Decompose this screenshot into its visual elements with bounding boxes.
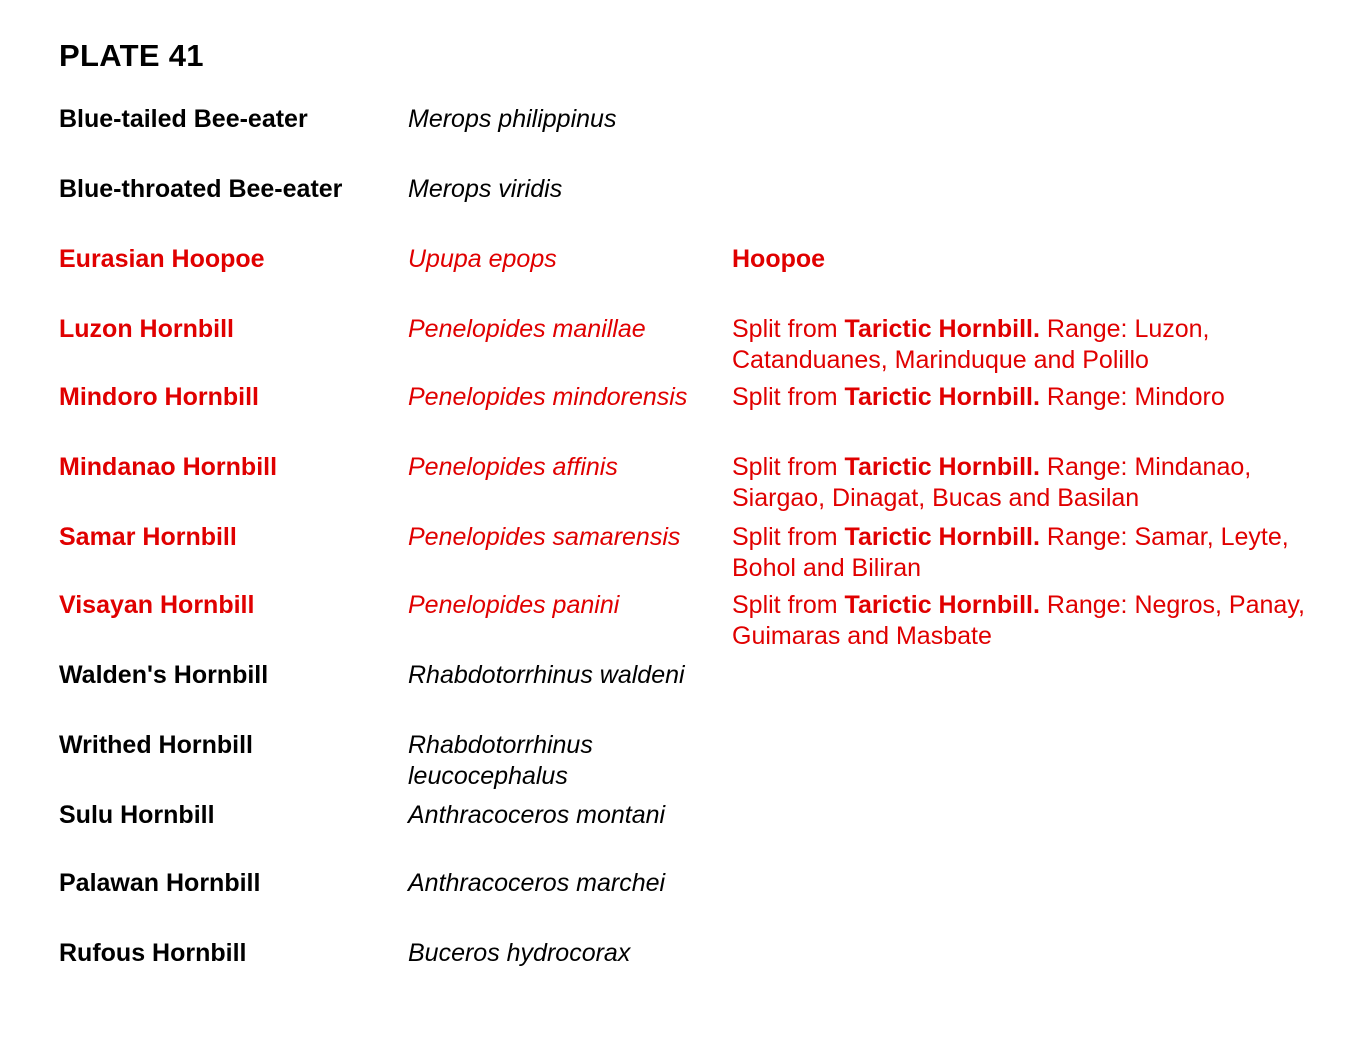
- common-name: Writhed Hornbill: [59, 731, 253, 759]
- scientific-name: Rhabdotorrhinus leucocephalus: [408, 731, 593, 790]
- plate-title: PLATE 41: [59, 38, 204, 73]
- species-row: [59, 730, 1319, 800]
- note-range: Range: Samar, Leyte, Bohol and Biliran: [732, 523, 1289, 582]
- common-name: Sulu Hornbill: [59, 801, 215, 829]
- species-row: [59, 314, 1319, 382]
- common-name: Visayan Hornbill: [59, 591, 255, 619]
- note-range: Range: Mindoro: [1039, 383, 1225, 411]
- species-notes: [732, 452, 1312, 514]
- note-split-parent: Tarictic Hornbill.: [844, 453, 1040, 481]
- note-split-parent: Tarictic Hornbill.: [844, 383, 1040, 411]
- note-split-parent: Tarictic Hornbill.: [844, 315, 1040, 343]
- scientific-name: Penelopides manillae: [408, 315, 646, 343]
- species-row: [59, 104, 1319, 174]
- common-name: Blue-throated Bee-eater: [59, 175, 343, 203]
- species-row: [59, 522, 1319, 590]
- species-row: [59, 244, 1319, 314]
- common-name: Eurasian Hoopoe: [59, 245, 265, 273]
- species-row: [59, 174, 1319, 244]
- species-notes: [732, 590, 1312, 652]
- scientific-name: Anthracoceros montani: [408, 801, 666, 829]
- species-notes: [732, 382, 1312, 413]
- common-name: Blue-tailed Bee-eater: [59, 105, 308, 133]
- note-prefix: Split from: [732, 315, 845, 343]
- species-notes: Hoopoe: [732, 245, 826, 273]
- species-list: [59, 104, 1319, 1008]
- scientific-name: Merops philippinus: [408, 105, 617, 133]
- common-name: Luzon Hornbill: [59, 315, 234, 343]
- scientific-name: Penelopides affinis: [408, 453, 618, 481]
- scientific-name: Merops viridis: [408, 175, 563, 203]
- species-row: [59, 660, 1319, 730]
- species-row: [59, 452, 1319, 522]
- species-row: [59, 590, 1319, 660]
- scientific-name: Penelopides mindorensis: [408, 383, 688, 411]
- common-name: Walden's Hornbill: [59, 661, 269, 689]
- scientific-name: Penelopides samarensis: [408, 523, 681, 551]
- species-row: [59, 382, 1319, 452]
- species-row: [59, 800, 1319, 868]
- common-name: Mindoro Hornbill: [59, 383, 259, 411]
- scientific-name: Upupa epops: [408, 245, 557, 273]
- common-name: Rufous Hornbill: [59, 939, 247, 967]
- scientific-name: Anthracoceros marchei: [408, 869, 666, 897]
- note-prefix: Split from: [732, 591, 845, 619]
- note-prefix: Split from: [732, 453, 845, 481]
- note-prefix: Split from: [732, 523, 845, 551]
- note-range: Range: Mindanao, Siargao, Dinagat, Bucas and Basilan: [732, 453, 1252, 512]
- note-split-parent: Tarictic Hornbill.: [844, 591, 1040, 619]
- species-notes: [732, 314, 1312, 376]
- species-row: [59, 938, 1319, 1008]
- scientific-name: Penelopides panini: [408, 591, 620, 619]
- species-notes: [732, 522, 1312, 584]
- note-range: Range: Luzon, Catanduanes, Marinduque and Polillo: [732, 315, 1210, 374]
- note-prefix: Split from: [732, 383, 845, 411]
- note-range: Range: Negros, Panay, Guimaras and Masbate: [732, 591, 1305, 650]
- note-split-parent: Tarictic Hornbill.: [844, 523, 1040, 551]
- scientific-name: Rhabdotorrhinus waldeni: [408, 661, 685, 689]
- species-row: [59, 868, 1319, 938]
- scientific-name: Buceros hydrocorax: [408, 939, 631, 967]
- common-name: Samar Hornbill: [59, 523, 237, 551]
- common-name: Palawan Hornbill: [59, 869, 261, 897]
- common-name: Mindanao Hornbill: [59, 453, 278, 481]
